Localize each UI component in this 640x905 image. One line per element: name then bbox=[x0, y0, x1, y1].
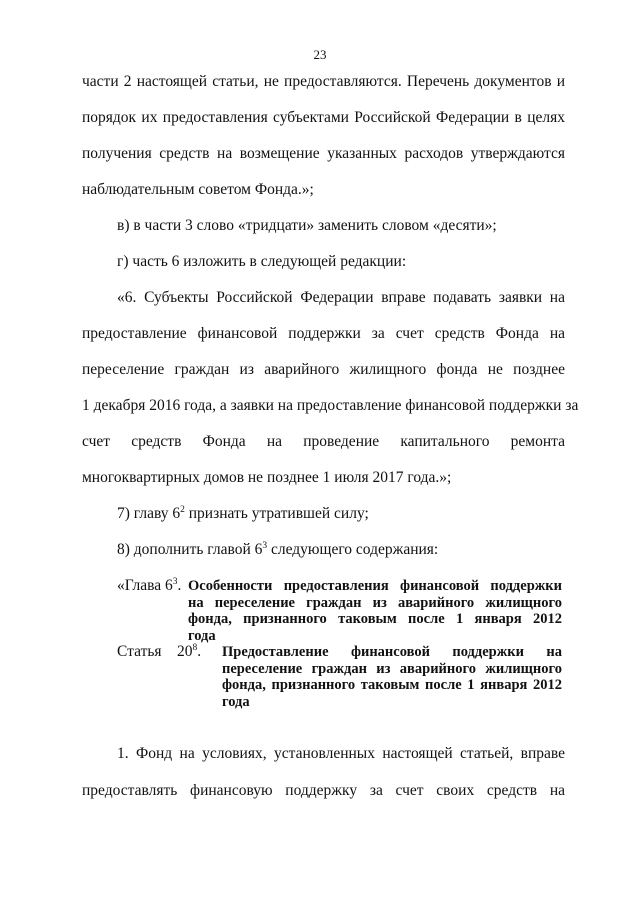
article-title: Предоставление финансовой поддержки на переселение граждан из аварийного жилищного фонда, признанного таковым после 1 января 2012 года bbox=[222, 644, 562, 710]
article-number: $20^8$. bbox=[177, 643, 202, 660]
text-line: г) часть 6 изложить в следующей редакции: bbox=[117, 253, 407, 270]
chapter-title: Особенности предоставления финансовой поддержки на переселение граждан из аварийного жилищного фонда, признанного таковым после 1 января 2012 года bbox=[188, 578, 562, 644]
text-line: многоквартирных домов не позднее 1 июля 2017 года.»; bbox=[82, 469, 452, 486]
chapter-label: «Глава $6^3$. bbox=[117, 577, 182, 594]
text-line: 1 декабря 2016 года, а заявки на предоставление финансовой поддержки за bbox=[82, 397, 579, 414]
text-line: предоставлять финансовую поддержку за счет своих средств на bbox=[82, 782, 565, 799]
text-line: порядок их предоставления субъектами Российской Федерации в целях bbox=[82, 109, 565, 126]
text-line: 1. Фонд на условиях, установленных настоящей статьей, вправе bbox=[117, 745, 565, 762]
text-line: части 2 настоящей статьи, не предоставляются. Перечень документов и bbox=[82, 73, 565, 90]
article-word: Статья bbox=[117, 643, 162, 660]
page-number: 23 bbox=[313, 47, 327, 62]
text-line: переселение граждан из аварийного жилищного фонда не позднее bbox=[82, 361, 565, 378]
text-line: в) в части 3 слово «тридцати» заменить словом «десяти»; bbox=[117, 217, 497, 234]
item-7: 7) главу $6^2$ признать утратившей силу; bbox=[117, 505, 369, 522]
text-line: наблюдательным советом Фонда.»; bbox=[82, 181, 314, 198]
item-8: 8) дополнить главой $6^3$ следующего содержания: bbox=[117, 541, 439, 558]
text-line: предоставление финансовой поддержки за счет средств Фонда на bbox=[82, 325, 565, 342]
text-line: счет средств Фонда на проведение капитального ремонта bbox=[82, 433, 565, 450]
text-line: «6. Субъекты Российской Федерации вправе подавать заявки на bbox=[117, 289, 565, 306]
text-line: получения средств на возмещение указанных расходов утверждаются bbox=[82, 145, 565, 162]
